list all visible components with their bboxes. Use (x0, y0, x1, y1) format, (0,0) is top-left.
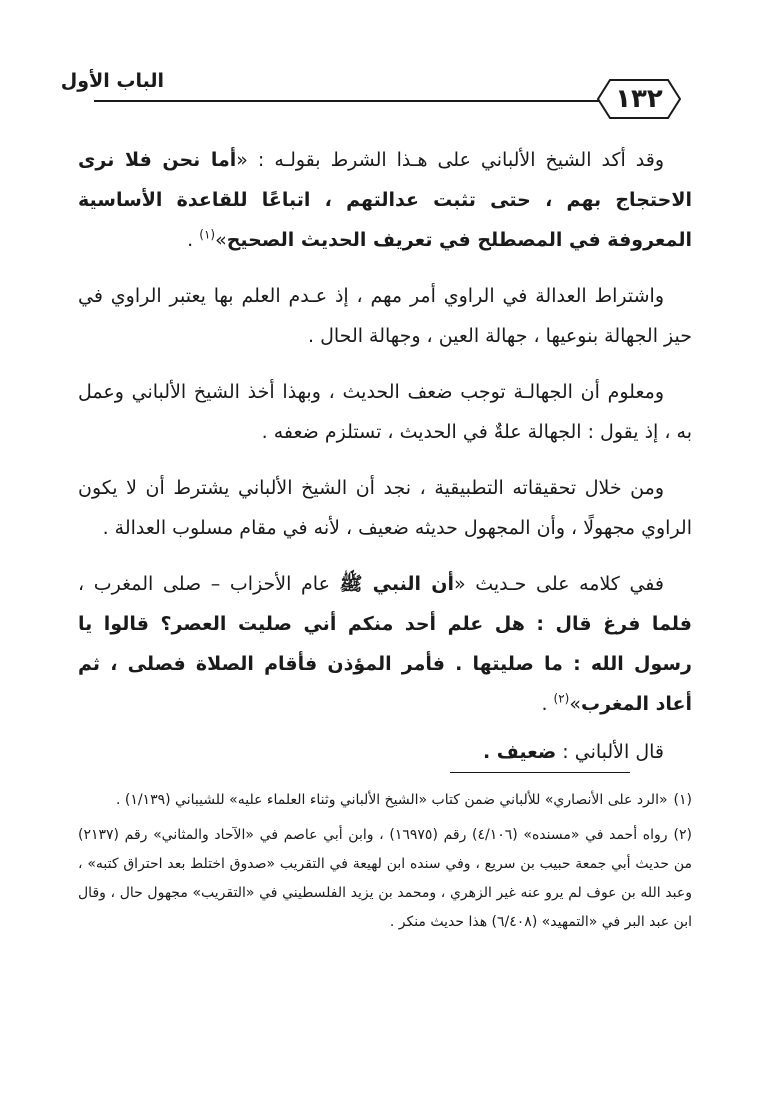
paragraph-4: ومن خلال تحقيقاته التطبيقية ، نجد أن الشيخ الألباني يشترط أن لا يكون الراوي مجهولًا ، وأن المجهول حديثه ضعيف ، لأنه في مقام مسلوب العدالة . (78, 477, 692, 539)
p5-close: » (569, 693, 581, 715)
p6-verdict: ضعيف . (482, 741, 557, 763)
footnote-ref-2[interactable]: (٢) (553, 691, 570, 706)
p6-intro: قال الألباني : (556, 741, 664, 763)
footnote-2-number: (٢) (673, 827, 692, 843)
footnote-1-text: «الرد على الأنصاري» للألباني ضمن كتاب «الشيخ الألباني وثناء العلماء عليه» للشيباني (١/١٣٩) . (115, 792, 668, 808)
p5-quote-b: فلما فرغ قال : هل علم أحد منكم أني صليت العصر؟ قالوا يا رسول الله : ما صليتها . فأمر المؤذن فأقام الصلاة فصلى ، ثم أعاد المغرب (78, 613, 692, 715)
p1-end: . (187, 229, 200, 251)
p1-intro: وقد أكد الشيخ الألباني على هـذا الشرط بقولـه : « (236, 149, 665, 171)
paragraph-2: واشتراط العدالة في الراوي أمر مهم ، إذ عـدم العلم بها يعتبر الراوي في حيز الجهالة بنوعيها ، جهالة العين ، وجهالة الحال . (78, 285, 692, 347)
header-rule (94, 100, 612, 102)
p5-end: . (541, 693, 554, 715)
paragraph-5 (78, 564, 692, 724)
p5-middle: عام الأحزاب – صلى المغرب ، (78, 573, 340, 595)
chapter-title: الباب الأول (60, 70, 164, 92)
footnote-2-text: رواه أحمد في «مسنده» (٤/١٠٦) رقم (١٦٩٧٥) ، وابن أبي عاصم في «الآحاد والمثاني» رقم (٢١٣٧) من حديث أبي جمعة حبيب بن سريع ، وفي سنده ابن لهيعة في التقريب «صدوق اختلط بعد احتراق كتبه» ، وعبد الله بن عوف لم يرو عنه غير الزهري ، ومحمد بن يزيد الفلسطيني في «التقريب» مجهول حال ، وقال ابن عبد البر في «التمهيد» (٦/٤٠٨) هذا حديث منكر . (78, 827, 692, 930)
p5-intro: ففي كلامه على حـديث « (453, 573, 664, 595)
paragraph-6 (78, 732, 692, 772)
footnote-1-number: (١) (673, 792, 692, 808)
paragraph-1 (78, 140, 692, 260)
page-number-badge (596, 78, 682, 120)
page-number: ١٣٢ (615, 84, 663, 114)
footnote-separator (450, 772, 630, 773)
footnote-ref-1[interactable]: (١) (199, 227, 216, 242)
footnotes (78, 786, 692, 943)
p5-quote-a: أن النبي ﷺ (339, 573, 454, 595)
footnote-1 (78, 786, 692, 815)
p1-close: » (215, 229, 227, 251)
main-text (78, 140, 692, 788)
paragraph-3: ومعلوم أن الجهالـة توجب ضعف الحديث ، وبهذا أخذ الشيخ الألباني وعمل به ، إذ يقول : الجهالة علةٌ في الحديث ، تستلزم ضعفه . (78, 381, 692, 443)
p1-quote: أما نحن فلا نرى الاحتجاج بهم ، حتى تثبت عدالتهم ، اتباعًا للقاعدة الأساسية المعروفة في المصطلح في تعريف الحديث الصحيح (78, 149, 692, 251)
footnote-2 (78, 821, 692, 937)
